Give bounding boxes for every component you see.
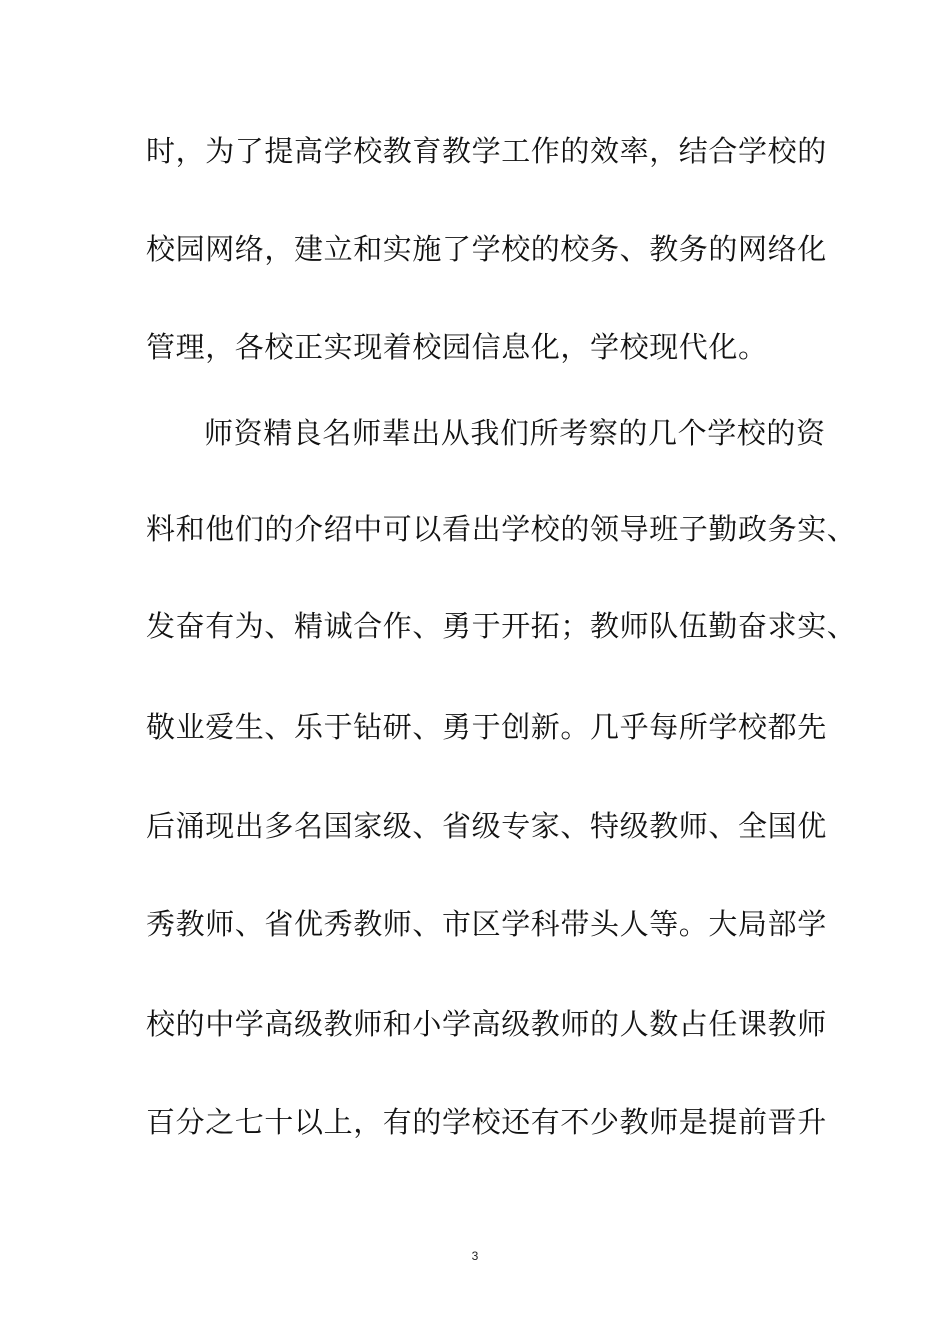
text-line-6: 发奋有为、精诚合作、勇于开拓；教师队伍勤奋求实、 xyxy=(146,609,857,643)
text-line-2: 校园网络，建立和实施了学校的校务、教务的网络化 xyxy=(146,232,827,266)
text-line-1: 时，为了提高学校教育教学工作的效率，结合学校的 xyxy=(146,134,827,168)
text-line-5: 料和他们的介绍中可以看出学校的领导班子勤政务实、 xyxy=(146,512,857,546)
text-line-3: 管理，各校正实现着校园信息化，学校现代化。 xyxy=(146,330,768,364)
text-line-7: 敬业爱生、乐于钻研、勇于创新。几乎每所学校都先 xyxy=(146,710,827,744)
text-line-8: 后涌现出多名国家级、省级专家、特级教师、全国优 xyxy=(146,809,827,843)
text-line-9: 秀教师、省优秀教师、市区学科带头人等。大局部学 xyxy=(146,907,827,941)
text-line-11: 百分之七十以上，有的学校还有不少教师是提前晋升 xyxy=(146,1105,827,1139)
page-number: 3 xyxy=(471,1249,479,1263)
text-line-4: 师资精良名师辈出从我们所考察的几个学校的资 xyxy=(204,416,826,450)
text-line-10: 校的中学高级教师和小学高级教师的人数占任课教师 xyxy=(146,1007,827,1041)
